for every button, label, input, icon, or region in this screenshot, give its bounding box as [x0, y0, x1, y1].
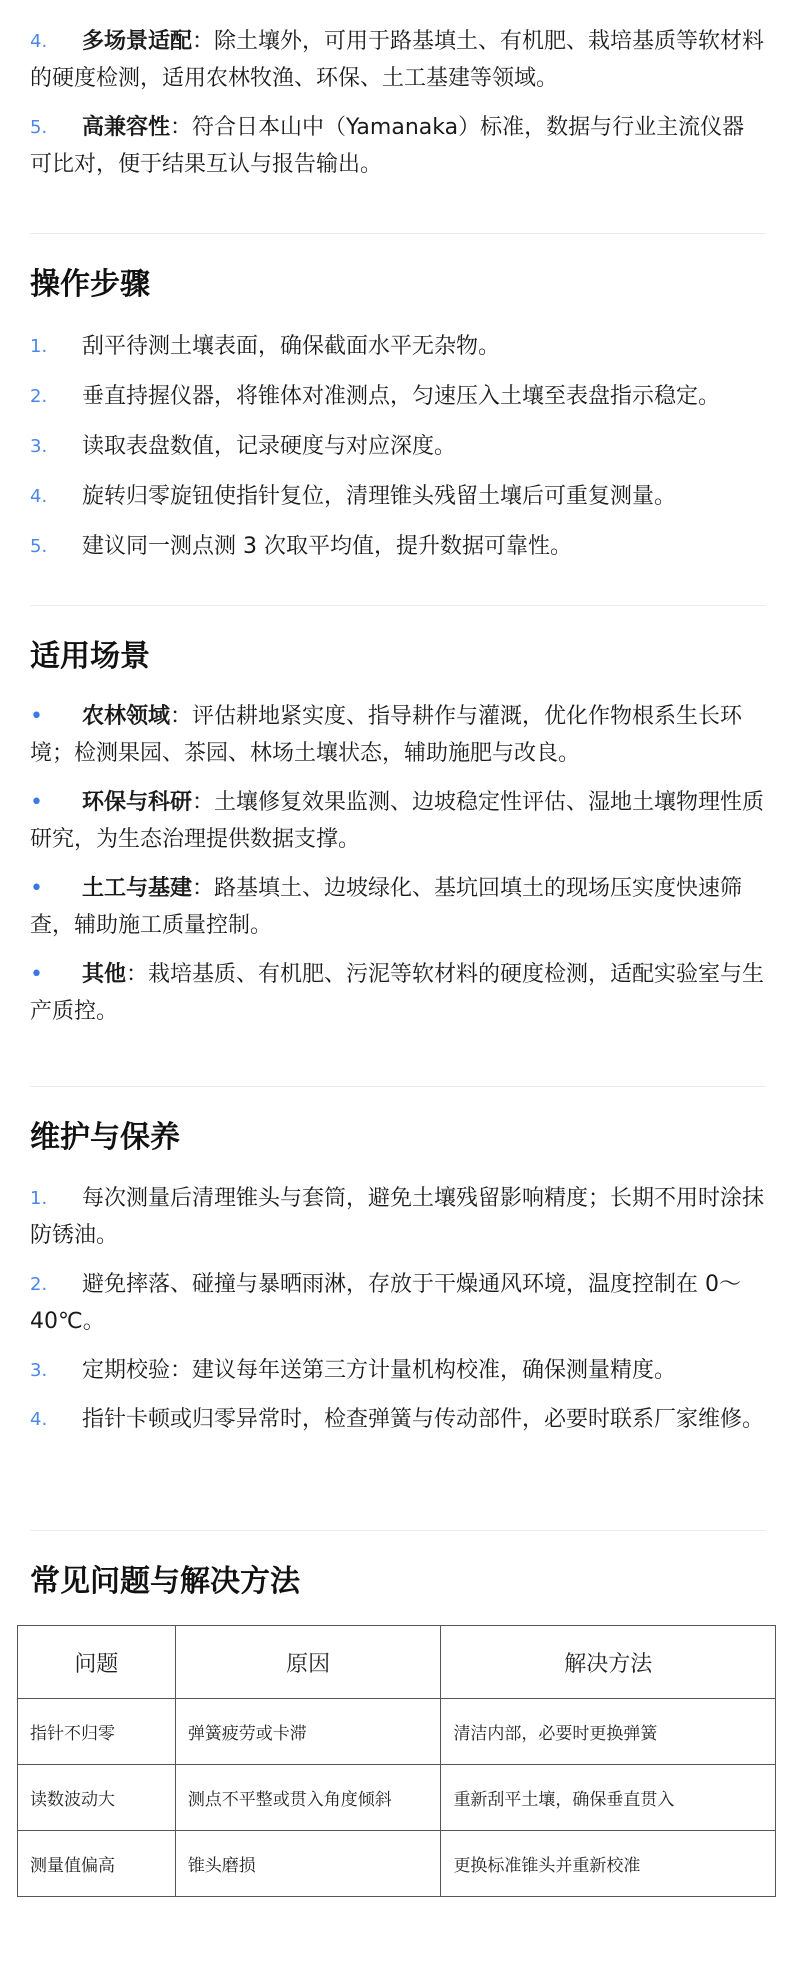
table-cell: 更换标准锥头并重新校准: [441, 1831, 776, 1897]
section-title-faq: 常见问题与解决方法: [30, 1564, 300, 1599]
step-item: [30, 478, 766, 528]
scenario-text: ：评估耕地紧实度、指导耕作与灌溉，优化作物根系生长环境；检测果园、茶园、林场土壤状态，辅助施肥与改良。: [30, 704, 743, 766]
scenario-item: [30, 698, 766, 772]
table-row: [18, 1765, 776, 1831]
step-text: 读取表盘数值，记录硬度与对应深度。: [82, 434, 457, 459]
bullet-icon: •: [30, 790, 43, 815]
item-number: 2.: [30, 1274, 48, 1295]
maintenance-text: 定期校验：建议每年送第三方计量机构校准，确保测量精度。: [82, 1358, 677, 1383]
column-header: 解决方法: [441, 1626, 776, 1699]
section-divider: [30, 1530, 766, 1531]
scenario-text: ：栽培基质、有机肥、污泥等软材料的硬度检测，适配实验室与生产质控。: [30, 962, 765, 1024]
faq-table: [17, 1625, 776, 1897]
table-row: [18, 1699, 776, 1765]
scenario-item: [30, 956, 766, 1030]
scenario-title: 土工与基建: [82, 876, 193, 901]
section-title-maintenance: 维护与保养: [30, 1120, 180, 1155]
table-cell: 清洁内部，必要时更换弹簧: [441, 1699, 776, 1765]
table-cell: 读数波动大: [18, 1765, 176, 1831]
feature-text: ：除土壤外，可用于路基填土、有机肥、栽培基质等软材料的硬度检测，适用农林牧渔、环保、土工基建等领域。: [30, 29, 765, 91]
scenario-list: [30, 698, 766, 1030]
item-number: 4.: [30, 1409, 48, 1430]
feature-title: 高兼容性: [82, 115, 171, 140]
feature-text: ：符合日本山中（Yamanaka）标准，数据与行业主流仪器可比对，便于结果互认与报告输出。: [30, 115, 745, 177]
maintenance-text: 避免摔落、碰撞与暴晒雨淋，存放于干燥通风环境，温度控制在 0～40℃。: [30, 1272, 741, 1334]
feature-title: 多场景适配: [82, 29, 193, 54]
table-cell: 锥头磨损: [175, 1831, 441, 1897]
step-item: [30, 328, 766, 378]
feature-item: [30, 109, 766, 183]
scenario-item: [30, 784, 766, 858]
step-text: 垂直持握仪器，将锥体对准测点，匀速压入土壤至表盘指示稳定。: [82, 384, 721, 409]
column-header: 原因: [175, 1626, 441, 1699]
scenario-text: ：土壤修复效果监测、边坡稳定性评估、湿地土壤物理性质研究，为生态治理提供数据支撑。: [30, 790, 765, 852]
table-header-row: [18, 1626, 776, 1699]
bullet-icon: •: [30, 876, 43, 901]
scenario-title: 其他: [82, 962, 127, 987]
section-title-scenarios: 适用场景: [30, 639, 150, 674]
maintenance-item: [30, 1401, 766, 1438]
feature-list: [30, 23, 766, 183]
item-number: 5.: [30, 536, 48, 557]
item-number: 4.: [30, 486, 48, 507]
maintenance-text: 指针卡顿或归零异常时，检查弹簧与传动部件，必要时联系厂家维修。: [82, 1407, 765, 1432]
column-header: 问题: [18, 1626, 176, 1699]
table-cell: 测量值偏高: [18, 1831, 176, 1897]
step-text: 建议同一测点测 3 次取平均值，提升数据可靠性。: [82, 534, 572, 559]
bullet-icon: •: [30, 962, 43, 987]
section-title-steps: 操作步骤: [30, 267, 150, 302]
steps-list: [30, 328, 766, 578]
item-number: 3.: [30, 1360, 48, 1381]
step-text: 旋转归零旋钮使指针复位，清理锥头残留土壤后可重复测量。: [82, 484, 677, 509]
item-number: 4.: [30, 31, 48, 52]
table-cell: 指针不归零: [18, 1699, 176, 1765]
step-item: [30, 378, 766, 428]
feature-item: [30, 23, 766, 97]
section-divider: [30, 233, 766, 234]
scenario-item: [30, 870, 766, 944]
item-number: 1.: [30, 1188, 48, 1209]
item-number: 3.: [30, 436, 48, 457]
maintenance-text: 每次测量后清理锥头与套筒，避免土壤残留影响精度；长期不用时涂抹防锈油。: [30, 1186, 765, 1248]
table-cell: 重新刮平土壤，确保垂直贯入: [441, 1765, 776, 1831]
item-number: 2.: [30, 386, 48, 407]
section-divider: [30, 605, 766, 606]
maintenance-list: [30, 1180, 766, 1438]
scenario-text: ：路基填土、边坡绿化、基坑回填土的现场压实度快速筛查，辅助施工质量控制。: [30, 876, 743, 938]
table-cell: 测点不平整或贯入角度倾斜: [175, 1765, 441, 1831]
maintenance-item: [30, 1352, 766, 1389]
section-divider: [30, 1086, 766, 1087]
item-number: 1.: [30, 336, 48, 357]
table-cell: 弹簧疲劳或卡滞: [175, 1699, 441, 1765]
item-number: 5.: [30, 117, 48, 138]
bullet-icon: •: [30, 704, 43, 729]
step-item: [30, 428, 766, 478]
scenario-title: 环保与科研: [82, 790, 193, 815]
maintenance-item: [30, 1266, 766, 1340]
maintenance-item: [30, 1180, 766, 1254]
table-row: [18, 1831, 776, 1897]
step-item: [30, 528, 766, 578]
scenario-title: 农林领域: [82, 704, 171, 729]
step-text: 刮平待测土壤表面，确保截面水平无杂物。: [82, 334, 501, 359]
